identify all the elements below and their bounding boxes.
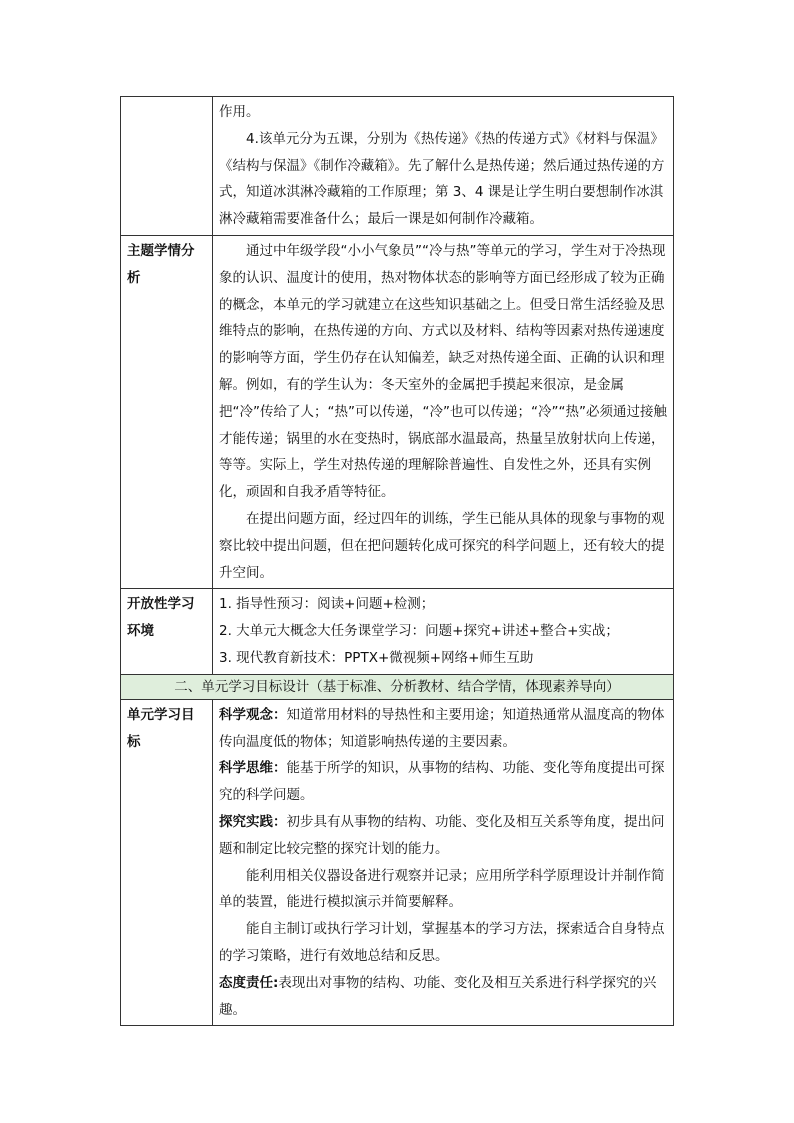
- student-analysis-cell: [213, 235, 674, 588]
- goal-paragraph: [219, 755, 667, 809]
- goal-key: 态度责任:: [219, 974, 279, 991]
- lesson-plan-table: [120, 96, 674, 1026]
- paragraph: 能利用相关仪器设备进行观察并记录；应用所学科学原理设计并制作简单的装置，能进行模拟演示并简要解释。: [219, 867, 665, 911]
- goal-paragraph: [219, 702, 667, 756]
- row-label: 单元学习目标: [121, 699, 213, 1026]
- table-row: [121, 699, 674, 1026]
- row-label: 主题学情分析: [121, 235, 213, 588]
- paragraph: 能自主制订或执行学习计划，掌握基本的学习方法，探索适合自身特点的学习策略，进行有效地总结和反思。: [219, 921, 665, 964]
- list-item: 3. 现代教育新技术：PPTX+微视频+网络+师生互助: [219, 649, 534, 666]
- unit-content-cell: [213, 97, 674, 236]
- paragraph: 在提出问题方面，经过四年的训练，学生已能从具体的现象与事物的观察比较中提出问题，但在把问题转化成可探究的科学问题上，还有较大的提升空间。: [219, 510, 665, 581]
- goal-key: 科学观念：: [219, 706, 287, 723]
- paragraph: 4.该单元分为五课，分别为《热传递》《热的传递方式》《材料与保温》《结构与保温》《制作冷藏箱》。先了解什么是热传递；然后通过热传递的方式，知道冰淇淋冷藏箱的工作原理；第 3、4 课是让学生明白要想制作冰淇淋冷藏箱需要准备什么；最后一课是如何制作冷藏箱。: [219, 130, 665, 228]
- goal-text: 表现出对事物的结构、功能、变化及相互关系进行科学探究的兴趣。: [219, 974, 657, 1018]
- section-title: 二、单元学习目标设计（基于标准、分析教材、结合学情，体现素养导向）: [121, 674, 674, 699]
- list-item: 2. 大单元大概念大任务课堂学习：问题+探究+讲述+整合+实战；: [219, 623, 619, 640]
- goal-text: 知道常用材料的导热性和主要用途；知道热通常从温度高的物体传向温度低的物体；知道影响热传递的主要因素。: [219, 706, 665, 750]
- table-row: [121, 97, 674, 236]
- learning-env-cell: [213, 589, 674, 674]
- goal-paragraph: [219, 970, 667, 1024]
- paragraph: 作用。: [219, 104, 260, 120]
- table-row: [121, 235, 674, 588]
- goal-text: 初步具有从事物的结构、功能、变化及相互关系等角度，提出问题和制定比较完整的探究计划的能力。: [219, 813, 665, 857]
- unit-goals-cell: [213, 699, 674, 1026]
- goal-key: 探究实践：: [219, 813, 287, 830]
- goal-key: 科学思维：: [219, 760, 287, 777]
- goal-text: 能基于所学的知识，从事物的结构、功能、变化等角度提出可探究的科学问题。: [219, 760, 665, 804]
- row-label: 开放性学习环境: [121, 589, 213, 674]
- list-item: 1. 指导性预习：阅读+问题+检测；: [219, 596, 435, 613]
- section-header-row: [121, 674, 674, 699]
- row-label: [121, 97, 213, 236]
- paragraph: 通过中年级学段“小小气象员”“冷与热”等单元的学习，学生对于冷热现象的认识、温度计的使用，热对物体状态的影响等方面已经形成了较为正确的概念，本单元的学习就建立在这些知识基础之上。但受日常生活经验及思维特点的影响，在热传递的方向、方式以及材料、结构等因素对热传递速度的影响等方面，学生仍存在认知偏差，缺乏对热传递全面、正确的认识和理解。例如，有的学生认为：冬天室外的金属把手摸起来很凉，是金属把“冷”传给了人；“热”可以传递，“冷”也可以传递；“冷”“热”必须通过接触才能传递；锅里的水在变热时，锅底部水温最高，热量呈放射状向上传递，等等。实际上，学生对热传递的理解除普遍性、自发性之外，还具有实例化，顽固和自我矛盾等特征。: [219, 242, 667, 501]
- table-row: [121, 589, 674, 674]
- goal-paragraph: [219, 809, 667, 863]
